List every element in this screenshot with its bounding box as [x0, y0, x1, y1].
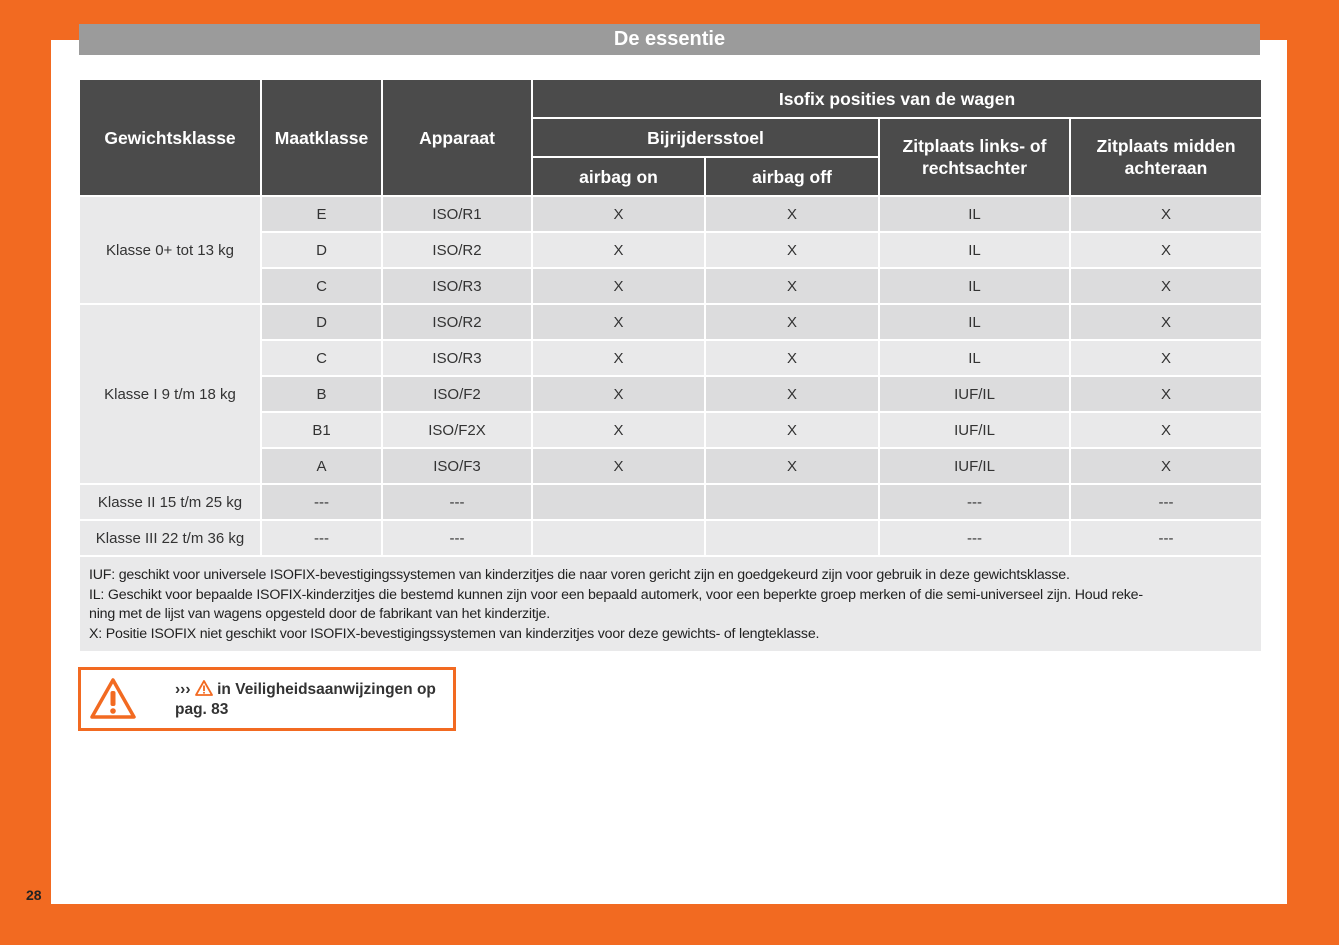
cell-rear-outer: IUF/IL	[880, 413, 1069, 447]
section-title: De essentie	[79, 24, 1260, 55]
header-rear-outer-line1: Zitplaats links- of	[902, 136, 1047, 156]
cell-device: ISO/R2	[383, 233, 531, 267]
cell-rear-middle: X	[1071, 413, 1261, 447]
cell-device: ---	[383, 485, 531, 519]
cell-rear-outer: IUF/IL	[880, 449, 1069, 483]
cell-rear-middle: X	[1071, 305, 1261, 339]
group-label: Klasse I 9 t/m 18 kg	[80, 305, 260, 483]
isofix-table	[78, 78, 1263, 653]
table-row	[80, 197, 1261, 231]
header-rear-middle-line1: Zitplaats midden	[1096, 136, 1236, 156]
cell-rear-middle: X	[1071, 449, 1261, 483]
cell-device: ---	[383, 521, 531, 555]
header-rear-middle-line2: achteraan	[1124, 158, 1208, 178]
cell-size: B	[262, 377, 381, 411]
header-rear-outer-line2: rechtsachter	[921, 158, 1028, 178]
cell-rear-middle: X	[1071, 377, 1261, 411]
table-notes	[80, 557, 1261, 651]
note-x: X: Positie ISOFIX niet geschikt voor ISOFIX-bevestigingssystemen van kinderzitjes voor deze gewichts- of lengteklasse.	[89, 625, 820, 642]
safety-reference-text	[175, 680, 445, 720]
cell-airbag-off: X	[706, 449, 878, 483]
cell-airbag-on: X	[533, 341, 704, 375]
cell-size: D	[262, 233, 381, 267]
cell-rear-outer: IUF/IL	[880, 377, 1069, 411]
cell-size: D	[262, 305, 381, 339]
warning-triangle-icon	[89, 677, 137, 721]
group-label: Klasse III 22 t/m 36 kg	[80, 521, 260, 555]
cell-airbag-off: X	[706, 377, 878, 411]
cell-rear-outer: IL	[880, 305, 1069, 339]
cell-rear-outer: ---	[880, 521, 1069, 555]
header-rear-middle	[1071, 119, 1261, 195]
header-airbag-off: airbag off	[706, 158, 878, 195]
cell-airbag-on: X	[533, 377, 704, 411]
safety-reference-box	[78, 667, 456, 731]
cell-airbag-on: X	[533, 305, 704, 339]
cell-airbag-off: X	[706, 233, 878, 267]
header-size-class: Maatklasse	[262, 80, 381, 195]
cell-rear-outer: IL	[880, 233, 1069, 267]
cell-airbag-off: X	[706, 269, 878, 303]
cell-size: B1	[262, 413, 381, 447]
note-iuf: IUF: geschikt voor universele ISOFIX-bevestigingssystemen van kinderzitjes die naar voren gericht zijn en goedgekeurd zijn voor gebruik in deze gewichtsklasse.	[89, 567, 1070, 583]
header-weight-class: Gewichtsklasse	[80, 80, 260, 195]
cell-airbag-on	[533, 521, 704, 555]
chevrons-icon: ›››	[175, 681, 191, 698]
cell-rear-middle: ---	[1071, 521, 1261, 555]
group-label: Klasse II 15 t/m 25 kg	[80, 485, 260, 519]
cell-rear-middle: X	[1071, 269, 1261, 303]
header-isofix-positions: Isofix posities van de wagen	[533, 80, 1261, 117]
cell-airbag-on: X	[533, 269, 704, 303]
small-warning-icon	[195, 680, 213, 696]
header-passenger-seat: Bijrijdersstoel	[533, 119, 878, 156]
cell-airbag-on	[533, 485, 704, 519]
cell-rear-middle: X	[1071, 233, 1261, 267]
cell-size: E	[262, 197, 381, 231]
cell-airbag-on: X	[533, 197, 704, 231]
cell-rear-middle: ---	[1071, 485, 1261, 519]
safety-page-link[interactable]: pag. 83	[175, 701, 229, 718]
table-row	[80, 485, 1261, 519]
cell-rear-middle: X	[1071, 197, 1261, 231]
cell-device: ISO/F2	[383, 377, 531, 411]
header-device: Apparaat	[383, 80, 531, 195]
cell-device: ISO/R3	[383, 269, 531, 303]
cell-device: ISO/R3	[383, 341, 531, 375]
cell-size: A	[262, 449, 381, 483]
note-il: IL: Geschikt voor bepaalde ISOFIX-kinderzitjes die bestemd kunnen zijn voor een bepaald automerk, voor een beperkte groep merken of die semi-universeel zijn. Houd reke-	[89, 586, 1143, 603]
notes-row	[80, 557, 1261, 651]
cell-rear-outer: IL	[880, 197, 1069, 231]
cell-airbag-off: X	[706, 197, 878, 231]
table-row	[80, 521, 1261, 555]
cell-size: C	[262, 269, 381, 303]
cell-airbag-on: X	[533, 413, 704, 447]
cell-size: C	[262, 341, 381, 375]
group-label: Klasse 0+ tot 13 kg	[80, 197, 260, 303]
cell-airbag-on: X	[533, 449, 704, 483]
cell-airbag-on: X	[533, 233, 704, 267]
cell-airbag-off: X	[706, 413, 878, 447]
header-airbag-on: airbag on	[533, 158, 704, 195]
header-rear-outer	[880, 119, 1069, 195]
cell-size: ---	[262, 521, 381, 555]
cell-airbag-off: X	[706, 305, 878, 339]
cell-device: ISO/R2	[383, 305, 531, 339]
cell-rear-outer: IL	[880, 269, 1069, 303]
safety-link[interactable]: in Veiligheidsaanwijzingen op	[217, 681, 436, 698]
page-number: 28	[26, 887, 42, 903]
cell-device: ISO/F2X	[383, 413, 531, 447]
cell-airbag-off: X	[706, 341, 878, 375]
cell-rear-outer: IL	[880, 341, 1069, 375]
cell-rear-outer: ---	[880, 485, 1069, 519]
cell-size: ---	[262, 485, 381, 519]
cell-airbag-off	[706, 521, 878, 555]
cell-rear-middle: X	[1071, 341, 1261, 375]
cell-airbag-off	[706, 485, 878, 519]
table-row	[80, 305, 1261, 339]
cell-device: ISO/R1	[383, 197, 531, 231]
note-il-continued: ning met de lijst van wagens opgesteld door de fabrikant van het kinderzitje.	[89, 606, 550, 622]
cell-device: ISO/F3	[383, 449, 531, 483]
